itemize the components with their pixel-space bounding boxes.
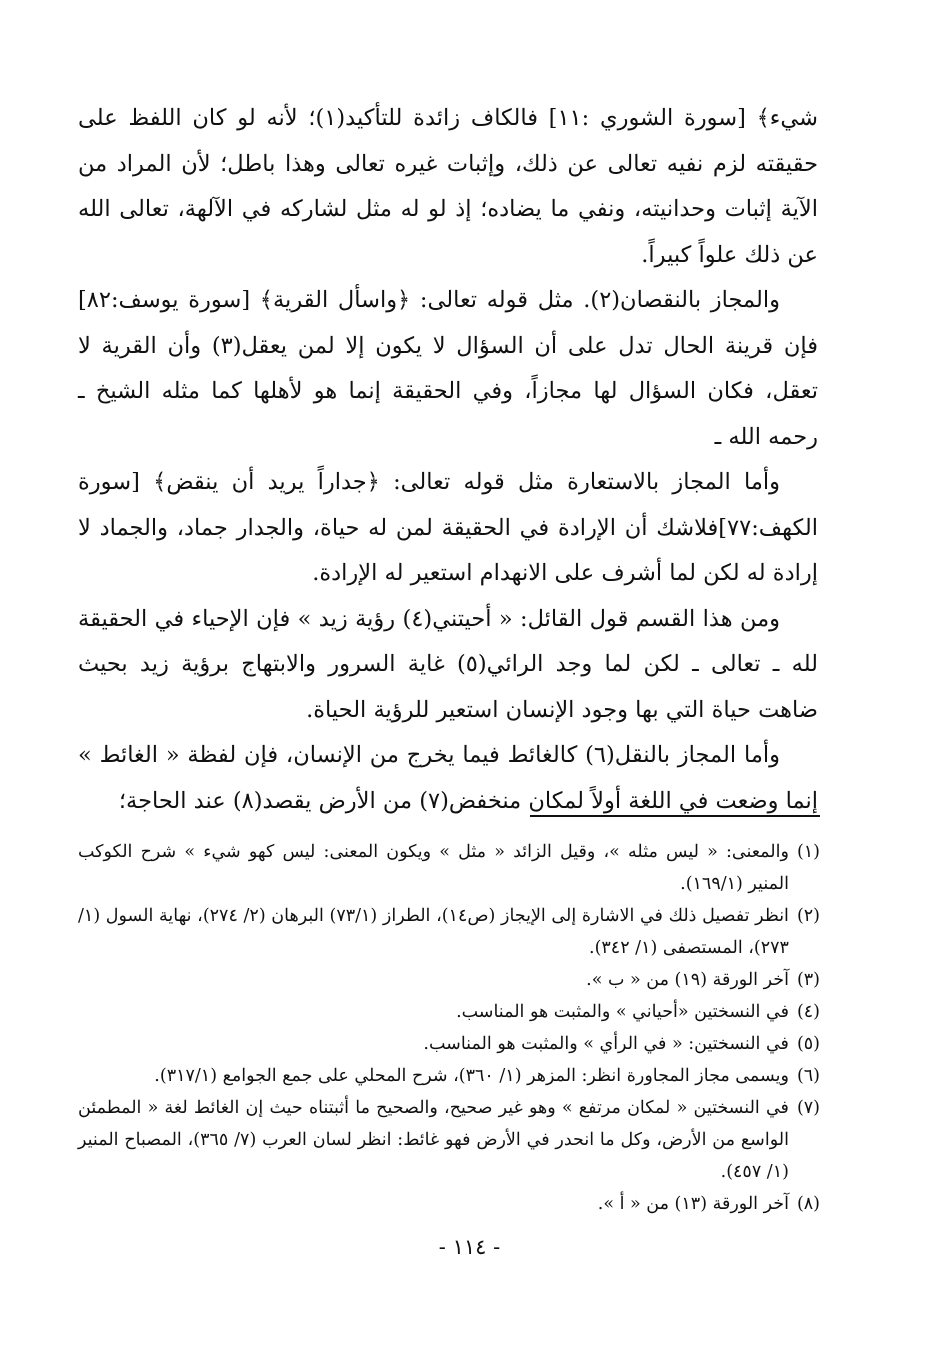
footnote-number: (١) [796,842,820,862]
footnote-number: (٥) [796,1034,820,1054]
footnote-text: آخر الورقة (١٩) من « ب ». [586,970,789,990]
paragraph: شيء﴾ [سورة الشوري :١١] فالكاف زائدة للتأكيد(١)؛ لأنه لو كان اللفظ على حقيقته لزم نفيه تعالى عن ذلك، وإثبات غيره تعالى وهذا باطل؛ لأن المراد من الآية إثبات وحدانيته، ونفي ما يضاده؛ إذ لو له مثل لشاركه في الآلهة، تعالى الله عن ذلك علواً كبيراً. [78,105,818,268]
footnote-number: (٣) [796,970,820,990]
footnote-number: (٨) [796,1194,820,1214]
footnotes [78,836,820,1220]
footnote-text: آخر الورقة (١٣) من « أ ». [597,1194,789,1214]
footnote [78,1188,820,1220]
paragraph: ومن هذا القسم قول القائل: « أحيتني(٤) رؤية زيد » فإن الإحياء في الحقيقة لله ـ تعالى ـ لكن لما وجد الرائي(٥) غاية السرور والابتهاج برؤية زيد بحيث ضاهت حياة التي بها وجود الإنسان استعير للرؤية الحياة. [78,605,818,723]
footnote-text: والمعنى: « ليس مثله »، وقيل الزائد « مثل » ويكون المعنى: ليس كهو شيء » شرح الكوكب المنير (١٦٩/١). [78,842,789,894]
footnote-text: انظر تفصيل ذلك في الاشارة إلى الإيجاز (ص١٤)، الطراز (٧٣/١) البرهان (٢/ ٢٧٤)، نهاية السول (١/ ٢٧٣)، المستصفى (١/ ٣٤٢). [78,906,789,958]
footnote [78,964,820,996]
page-number: - ١١٤ - [438,1235,501,1259]
footnote-number: (٦) [796,1066,820,1086]
footnote-number: (٢) [796,906,820,926]
footnote [78,1028,820,1060]
footnote-text: في النسختين «أحياني » والمثبت هو المناسب. [456,1002,789,1022]
footnote [78,900,820,964]
footnote [78,836,820,900]
footnote-number: (٤) [796,1002,820,1022]
paragraph: والمجاز بالنقصان(٢). مثل قوله تعالى: ﴿واسأل القرية﴾ [سورة يوسف:٨٢] فإن قرينة الحال تدل على أن السؤال لا يكون إلا لمن يعقل(٣) وأن القرية لا تعقل، فكان السؤال لها مجازاً، وفي الحقيقة إنما هو لأهلها كما مثله الشيخ ـ رحمه الله ـ [78,287,818,450]
footnote-text: ويسمى مجاز المجاورة انظر: المزهر (١/ ٣٦٠)، شرح المحلي على جمع الجوامع (٣١٧/١). [154,1066,789,1086]
footnote-text: في النسختين « لمكان مرتفع » وهو غير صحيح، والصحيح ما أثبتناه حيث إن الغائط لغة « المطمئن الواسع من الأرض، وكل ما انحدر في الأرض فهو غائط: انظر لسان العرب (٧/ ٣٦٥)، المصباح المنير (١/ ٤٥٧). [78,1098,789,1182]
paragraph: وأما المجاز بالنقل(٦) كالغائط فيما يخرج من الإنسان، فإن لفظة « الغائط » إنما وضعت في اللغة أولاً لمكان منخفض(٧) من الأرض يقصد(٨) عند الحاجة؛ [78,742,818,814]
main-text [78,96,818,824]
footnote-divider [530,815,820,817]
footnote [78,1092,820,1188]
footnote-text: في النسختين: « في الرأي » والمثبت هو المناسب. [423,1034,789,1054]
paragraph: وأما المجاز بالاستعارة مثل قوله تعالى: ﴿جداراً يريد أن ينقض﴾ [سورة الكهف:٧٧]فلاشك أن الإرادة في الحقيقة لمن له حياة، والجدار جماد، والجماد لا إرادة له لكن لما أشرف على الانهدام استعير له الإرادة. [78,469,818,586]
footnote-number: (٧) [796,1098,820,1118]
footnote [78,996,820,1028]
footnote [78,1060,820,1092]
